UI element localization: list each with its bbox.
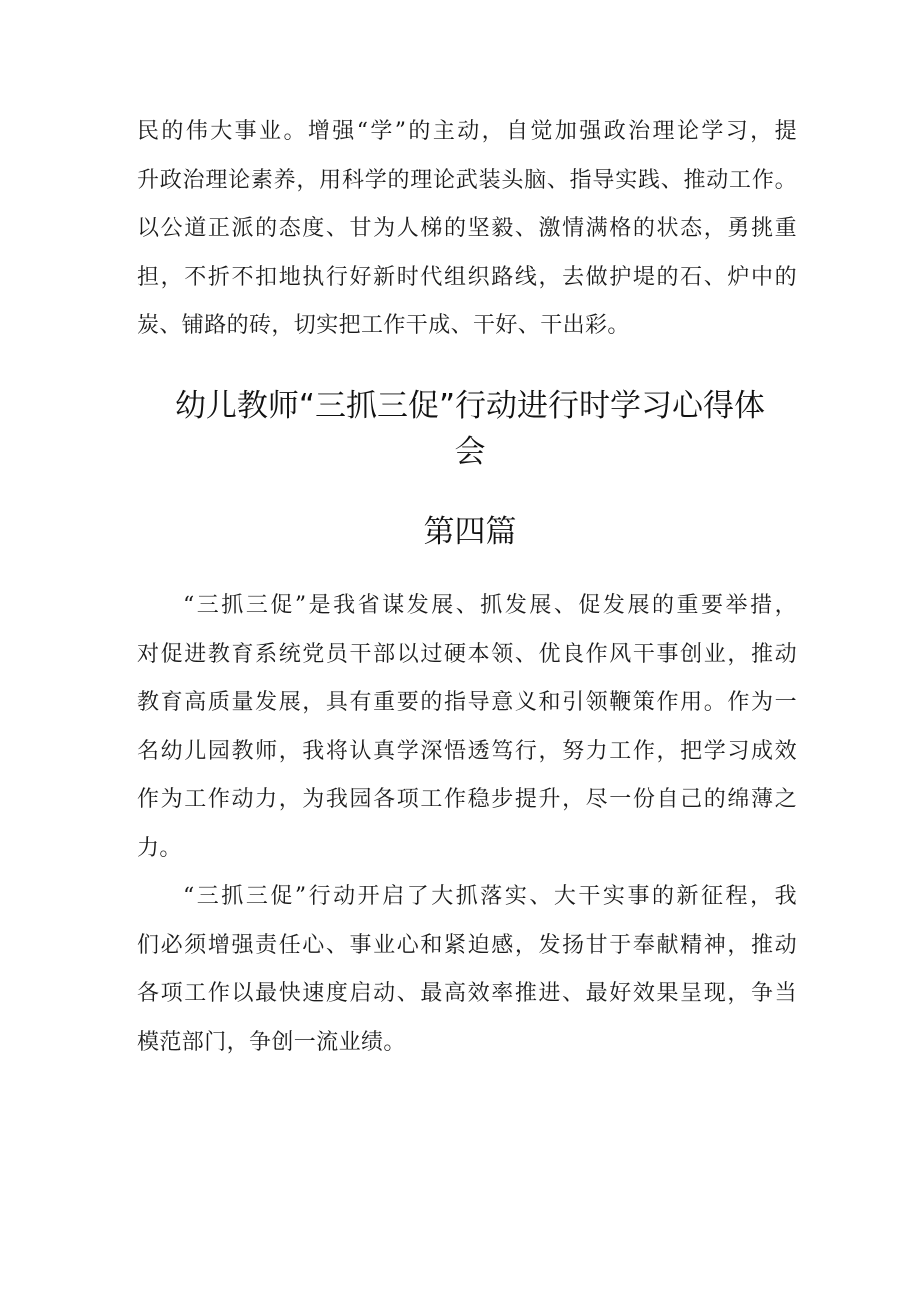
text-line: 担，不折不扣地执行好新时代组织路线，去做护堤的石、炉中的 — [137, 265, 797, 290]
section-heading: 第四篇 — [423, 514, 517, 550]
text-line: 炭、铺路的砖，切实把工作干成、干好、干出彩。 — [137, 313, 630, 338]
text-line: “三抓三促”是我省谋发展、抓发展、促发展的重要举措， — [183, 593, 797, 618]
article-title-line-2: 会 — [454, 434, 486, 470]
text-line: 力。 — [137, 836, 182, 861]
text-line: 们必须增强责任心、事业心和紧迫感，发扬甘于奉献精神，推动 — [137, 933, 797, 958]
text-line: 以公道正派的态度、甘为人梯的坚毅、激情满格的状态，勇挑重 — [137, 216, 797, 241]
text-line: 教育高质量发展，具有重要的指导意义和引领鞭策作用。作为一 — [137, 690, 797, 715]
article-title-line-1: 幼儿教师“三抓三促”行动进行时学习心得体 — [174, 388, 766, 424]
text-line: 名幼儿园教师，我将认真学深悟透笃行，努力工作，把学习成效 — [137, 739, 797, 764]
text-line: 模范部门，争创一流业绩。 — [137, 1030, 406, 1055]
text-line: 民的伟大事业。增强“学”的主动，自觉加强政治理论学习，提 — [137, 119, 797, 144]
text-line: 各项工作以最快速度启动、最高效率推进、最好效果呈现，争当 — [137, 981, 797, 1006]
text-line: 作为工作动力，为我园各项工作稳步提升，尽一份自己的绵薄之 — [137, 787, 797, 812]
text-line: 对促进教育系统党员干部以过硬本领、优良作风干事创业，推动 — [137, 642, 797, 667]
text-line: “三抓三促”行动开启了大抓落实、大干实事的新征程，我 — [183, 884, 797, 909]
text-line: 升政治理论素养，用科学的理论武装头脑、指导实践、推动工作。 — [137, 168, 797, 193]
